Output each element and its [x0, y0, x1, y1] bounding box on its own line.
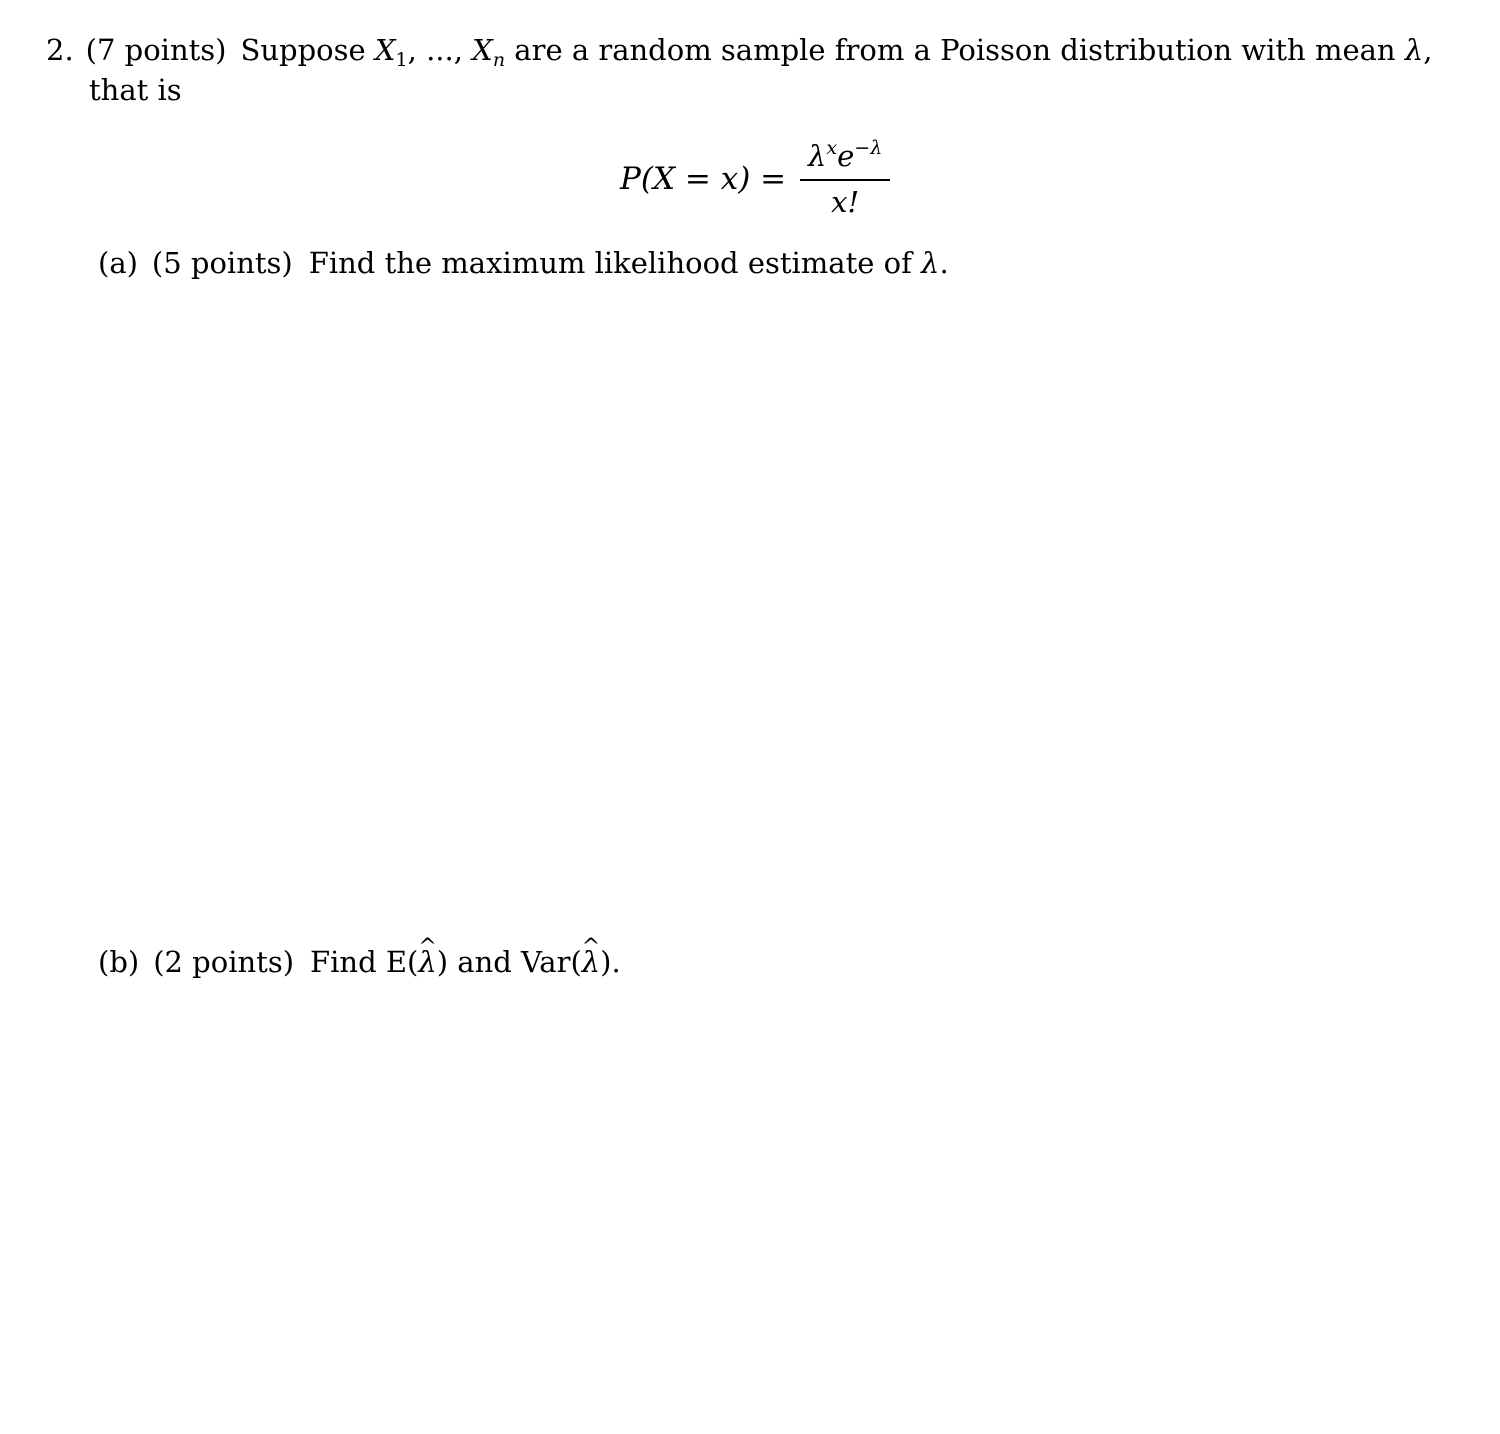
part-a-period: . — [939, 246, 949, 280]
lambda-hat-variance: ^ λ — [582, 942, 600, 982]
part-a — [98, 243, 949, 283]
problem-statement-mid: are a random sample from a Poisson distribution with mean — [505, 33, 1405, 67]
part-a-lambda: λ — [921, 246, 940, 280]
part-b-find-text: Find E( — [310, 945, 419, 979]
problem-statement-line1 — [46, 30, 1456, 70]
mean-lambda: λ — [1404, 33, 1424, 67]
fraction-numerator: $\lambda^xe^{-\lambda}$ — [808, 137, 883, 174]
lambda-hat-expectation: ^ λ — [418, 942, 436, 982]
problem-points: (7 points) — [85, 33, 227, 67]
part-a-points: (5 points) — [151, 246, 293, 280]
equation-lhs: P(X = x) = — [620, 161, 787, 197]
problem-2 — [46, 30, 1456, 110]
poisson-pmf-equation — [620, 134, 890, 224]
part-b-and-text: ) and Var( — [436, 945, 582, 979]
statement-comma: , — [1423, 33, 1433, 67]
part-a-label: (a) — [98, 246, 138, 280]
part-b-end-text: ). — [600, 945, 621, 979]
part-b-label: (b) — [98, 945, 140, 979]
sample-ellipsis: , ..., — [407, 33, 473, 67]
part-a-text: Find the maximum likelihood estimate of — [308, 246, 922, 280]
problem-number: 2. — [46, 33, 74, 67]
problem-intro: Suppose — [240, 33, 366, 67]
fraction-denominator: x! — [831, 184, 860, 219]
sample-first-var: $X_1$ — [374, 33, 408, 71]
problem-statement-line2: that is — [89, 73, 182, 107]
sample-last-var: $X_n$ — [472, 33, 506, 71]
equation-fraction — [800, 139, 890, 219]
part-b-points: (2 points) — [153, 945, 295, 979]
part-b — [98, 942, 621, 982]
